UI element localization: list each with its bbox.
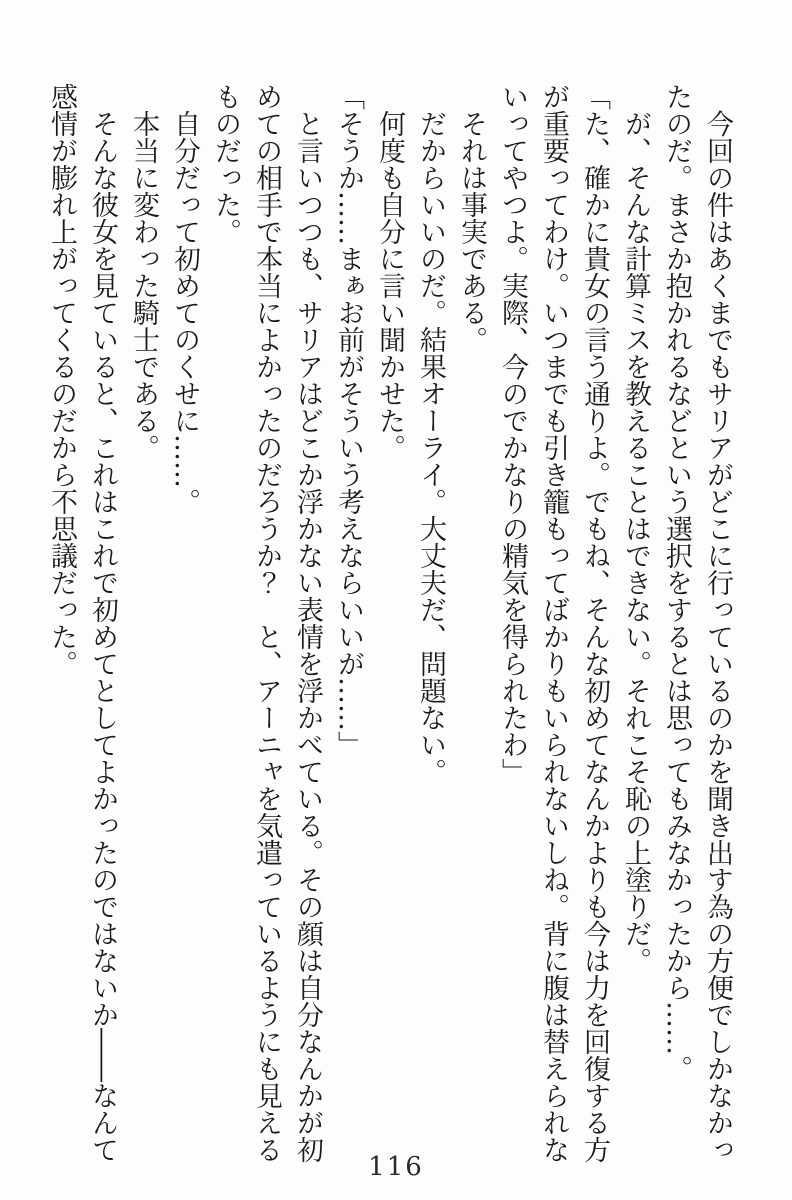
paragraph-5: だからいいのだ。結果オーライ。大丈夫だ、問題ない。 <box>415 110 446 785</box>
paragraph-6: 何度も自分に言い聞かせた。 <box>374 110 405 461</box>
page-text <box>41 83 738 1163</box>
paragraph-7-dialogue: 「そうか……まぁお前がそういう考えならいいが……」 <box>333 83 364 758</box>
paragraph-3-dialogue: 「た、確かに貴女の言う通りよ。でもね、そんな初めてなんかよりも今は力を回復する方が重要ってわけ。いつまでも引き籠もってばかりもいられないしね。背に腹は替えられないってやつよ。実際、今のでかなりの精気を得られたわ」 <box>497 83 610 1163</box>
paragraph-10: 本当に変わった騎士である。 <box>128 110 159 461</box>
paragraph-8: と言いつつも、サリアはどこか浮かない表情を浮かべている。その顔は自分なんかが初めての相手で本当によかったのだろうか？ と、アーニャを気遣っているようにも見えるものだった。 <box>210 83 323 1163</box>
paragraph-1: 今回の件はあくまでもサリアがどこに行っているのかを聞き出す為の方便でしかなかったのだ。まさか抱かれるなどという選択をするとは思ってもみなかったから……。 <box>661 83 733 1163</box>
paragraph-2: が、そんな計算ミスを教えることはできない。それこそ恥の上塗りだ。 <box>620 110 651 974</box>
page-number: 116 <box>368 1152 424 1182</box>
paragraph-11: そんな彼女を見ていると、これはこれで初めてとしてよかったのではないか――なんて感情が膨れ上がってくるのだから不思議だった。 <box>46 83 118 1163</box>
paragraph-4: それは事実である。 <box>456 110 487 353</box>
paragraph-9: 自分だって初めてのくせに……。 <box>169 110 200 515</box>
